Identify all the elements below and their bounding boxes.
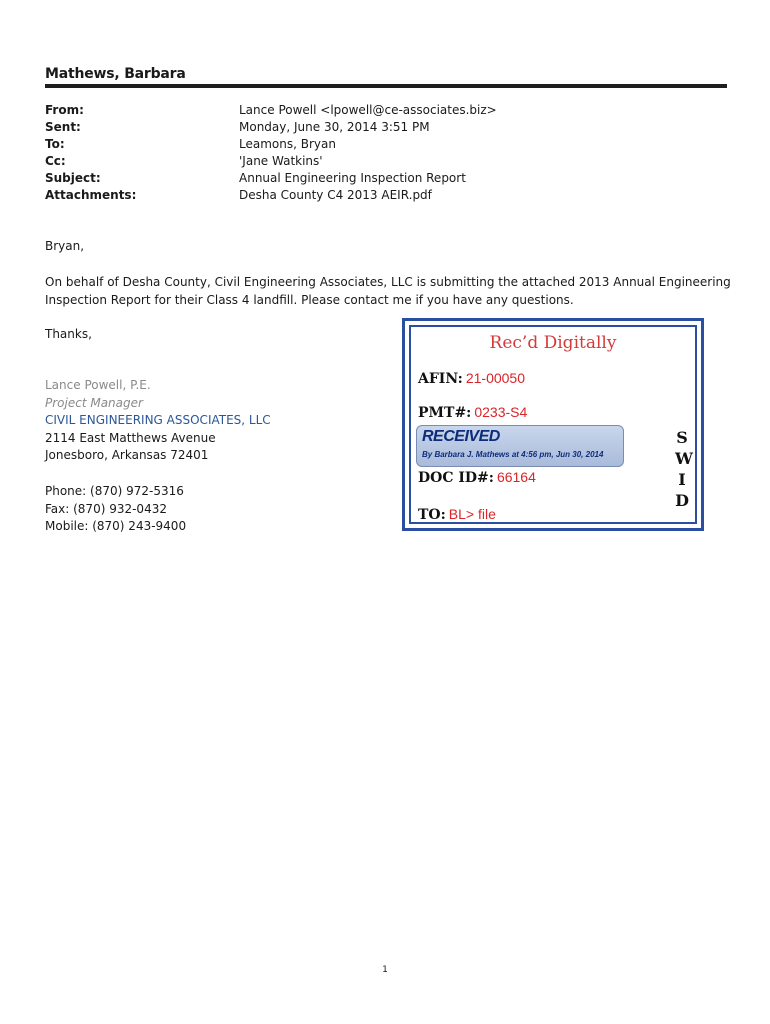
stamp-docid-value: 66164 <box>496 469 536 485</box>
header-to-row <box>45 136 497 153</box>
stamp-pmt-row <box>418 404 527 421</box>
side-letter: I <box>678 470 686 489</box>
header-cc-row <box>45 153 497 170</box>
header-label: Attachments: <box>45 188 137 202</box>
mobile-number: Mobile: (870) 243-9400 <box>45 519 187 533</box>
stamp-to-value: BL> file <box>448 506 496 522</box>
side-letter: S <box>676 428 688 447</box>
received-label: RECEIVED <box>422 428 500 445</box>
signature-block <box>45 377 271 465</box>
stamp-afin-label: AFIN: <box>418 371 463 387</box>
stamp-docid-label: DOC ID#: <box>418 470 494 486</box>
header-label: Sent: <box>45 120 81 134</box>
header-value: Annual Engineering Inspection Report <box>239 171 466 185</box>
signature-name: Lance Powell, P.E. <box>45 378 151 392</box>
page-number: 1 <box>382 965 388 975</box>
phone-number: Phone: (870) 972-5316 <box>45 484 184 498</box>
header-value: Monday, June 30, 2014 3:51 PM <box>239 120 430 134</box>
side-letter: W <box>675 449 693 468</box>
stamp-to-row <box>418 506 496 523</box>
signature-address-line-1: 2114 East Matthews Avenue <box>45 430 216 445</box>
signature-company: CIVIL ENGINEERING ASSOCIATES, LLC <box>45 413 271 427</box>
stamp-title: Rec’d Digitally <box>489 333 617 353</box>
stamp-pmt-value: 0233-S4 <box>474 404 528 420</box>
header-value: 'Jane Watkins' <box>239 154 323 168</box>
received-badge <box>416 425 624 467</box>
side-letter: D <box>675 491 689 510</box>
stamp-side-letters <box>675 427 693 511</box>
received-stamp <box>402 318 704 531</box>
header-value: Leamons, Bryan <box>239 137 336 151</box>
header-label: Cc: <box>45 154 66 168</box>
stamp-afin-value: 21-00050 <box>465 370 525 386</box>
title-rule <box>45 84 727 88</box>
stamp-to-label: TO: <box>418 507 446 523</box>
page-title: Mathews, Barbara <box>45 66 186 82</box>
header-label: To: <box>45 137 65 151</box>
stamp-afin-row <box>418 370 525 387</box>
header-label: From: <box>45 103 84 117</box>
header-value: Lance Powell <lpowell@ce-associates.biz> <box>239 103 497 117</box>
header-from-row <box>45 102 497 119</box>
header-attachments-row <box>45 187 497 204</box>
stamp-inner-border <box>409 325 697 524</box>
contact-block <box>45 483 186 536</box>
signature-title: Project Manager <box>45 395 143 410</box>
header-sent-row <box>45 119 497 136</box>
email-header-block <box>45 102 497 204</box>
greeting: Bryan, <box>45 239 85 253</box>
received-by-text: By Barbara J. Mathews at 4:56 pm, Jun 30, 2014 <box>422 450 604 459</box>
fax-number: Fax: (870) 932-0432 <box>45 501 167 516</box>
closing: Thanks, <box>45 327 92 341</box>
stamp-pmt-label: PMT#: <box>418 405 472 421</box>
body-paragraph-line-1: On behalf of Desha County, Civil Engineering Associates, LLC is submitting the attached 2013 Annual Engineering <box>45 275 731 289</box>
attachment-filename: Desha County C4 2013 AEIR.pdf <box>239 188 432 202</box>
stamp-docid-row <box>418 469 536 486</box>
header-subject-row <box>45 170 497 187</box>
header-label: Subject: <box>45 171 101 185</box>
signature-address-line-2: Jonesboro, Arkansas 72401 <box>45 448 209 462</box>
body-paragraph-line-2: Inspection Report for their Class 4 landfill. Please contact me if you have any questions. <box>45 293 574 307</box>
